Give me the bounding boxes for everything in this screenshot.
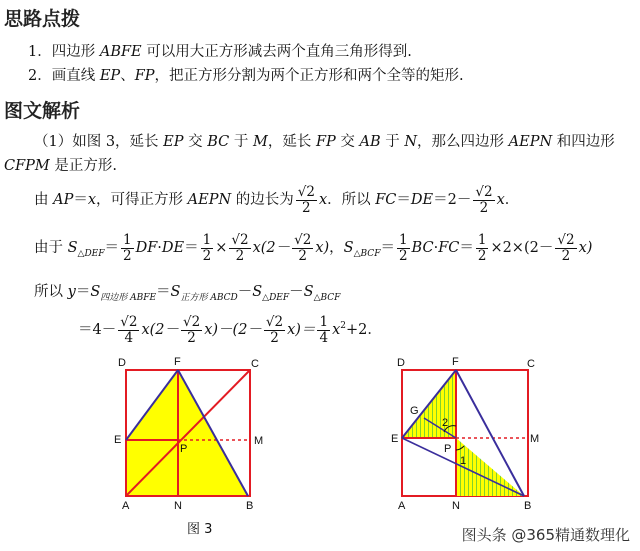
fraction-sqrt2-over-2: $\frac{√2}{2}$ <box>183 313 201 346</box>
label-c: C <box>251 358 259 370</box>
label-m: M <box>254 435 264 447</box>
fraction-sqrt2-over-2: $\frac{√2}{2}$ <box>297 183 315 216</box>
fraction-sqrt2-over-2: $\frac{√2}{2}$ <box>557 231 575 264</box>
hint-item-2: 2．画直线 EP、FP，把正方形分割为两个正方形和两个全等的矩形. <box>28 68 464 84</box>
analysis-paragraph-1-cont: CFPM 是正方形. <box>4 158 117 174</box>
label-a: A <box>122 500 130 512</box>
figure-3-diagram <box>108 352 268 514</box>
equation-area-difference: 所以 $y=S_{四边形 ABFE}=S_{正方形 ABCD}-S_{\triangle DEF}-S_{\triangle BCF}$ <box>34 284 341 303</box>
equation-final-result: ＝4－ $\frac{√2}{4}$ x(2－ $\frac{√2}{2}$ x)－(2－ $\frac{√2}{2}$ x)＝ $\frac{1}{4}$ $x^2+2$． <box>78 313 382 346</box>
watermark: 图头条 @365精通数理化 <box>461 526 630 544</box>
analysis-paragraph-1: （1）如图 3，延长 EP 交 BC 于 M，延长 FP 交 AB 于 N，那么四边形 AEPN 和四边形 <box>34 134 615 150</box>
fraction-half: $\frac{1}{2}$ <box>477 231 487 264</box>
label-g: G <box>410 405 419 417</box>
fraction-sqrt2-over-2: $\frac{√2}{2}$ <box>475 183 493 216</box>
figure-4-diagram <box>388 352 538 514</box>
fraction-half: $\frac{1}{2}$ <box>202 231 212 264</box>
label-m: M <box>530 433 540 445</box>
label-b: B <box>246 500 254 512</box>
label-e: E <box>391 433 399 445</box>
label-d: D <box>118 357 126 369</box>
equation-side-length: 由 AP＝x，可得正方形 AEPN 的边长为 $\frac{√2}{2}$ x．所以 FC＝DE＝2－ $\frac{√2}{2}$ x． <box>34 183 520 216</box>
hint-heading: 思路点拨 <box>4 8 81 30</box>
label-f: F <box>174 356 181 368</box>
label-n: N <box>174 500 182 512</box>
triangle-pnb-shaded <box>456 438 524 496</box>
fraction-sqrt2-over-2: $\frac{√2}{2}$ <box>294 231 312 264</box>
label-e: E <box>114 434 122 446</box>
label-a: A <box>398 500 406 512</box>
label-n: N <box>452 500 460 512</box>
label-p: P <box>180 443 188 455</box>
fraction-sqrt2-over-2: $\frac{√2}{2}$ <box>231 231 249 264</box>
label-angle-1: 1 <box>460 455 467 467</box>
label-b: B <box>524 500 532 512</box>
label-p: P <box>444 443 452 455</box>
fraction-half: $\frac{1}{2}$ <box>123 231 132 264</box>
figure-caption: 图 3 <box>187 522 213 537</box>
label-angle-2: 2 <box>442 417 449 429</box>
analysis-heading: 图文解析 <box>4 100 81 122</box>
fraction-quarter: $\frac{1}{4}$ <box>319 313 329 346</box>
equation-triangle-areas: 由于 $S_{\triangle DEF}=$ $\frac{1}{2}$ DF·DE＝ $\frac{1}{2}$ × $\frac{√2}{2}$ x(2－ $\frac{√2}{2}$ x)，$S_{\triangle BCF}=$ $\frac{1}{2}$ BC·FC＝ $\frac{1}{2}$ ×2×(2－ $\frac{√2}{2}$ x) <box>34 231 593 264</box>
fraction-half: $\frac{1}{2}$ <box>398 231 408 264</box>
label-f: F <box>452 356 459 368</box>
fraction-sqrt2-over-4: $\frac{√2}{4}$ <box>120 313 138 346</box>
label-d: D <box>397 357 405 369</box>
hint-item-1: 1．四边形 ABFE 可以用大正方形减去两个直角三角形得到. <box>28 44 412 60</box>
fraction-sqrt2-over-2: $\frac{√2}{2}$ <box>265 313 284 346</box>
label-c: C <box>527 358 535 370</box>
